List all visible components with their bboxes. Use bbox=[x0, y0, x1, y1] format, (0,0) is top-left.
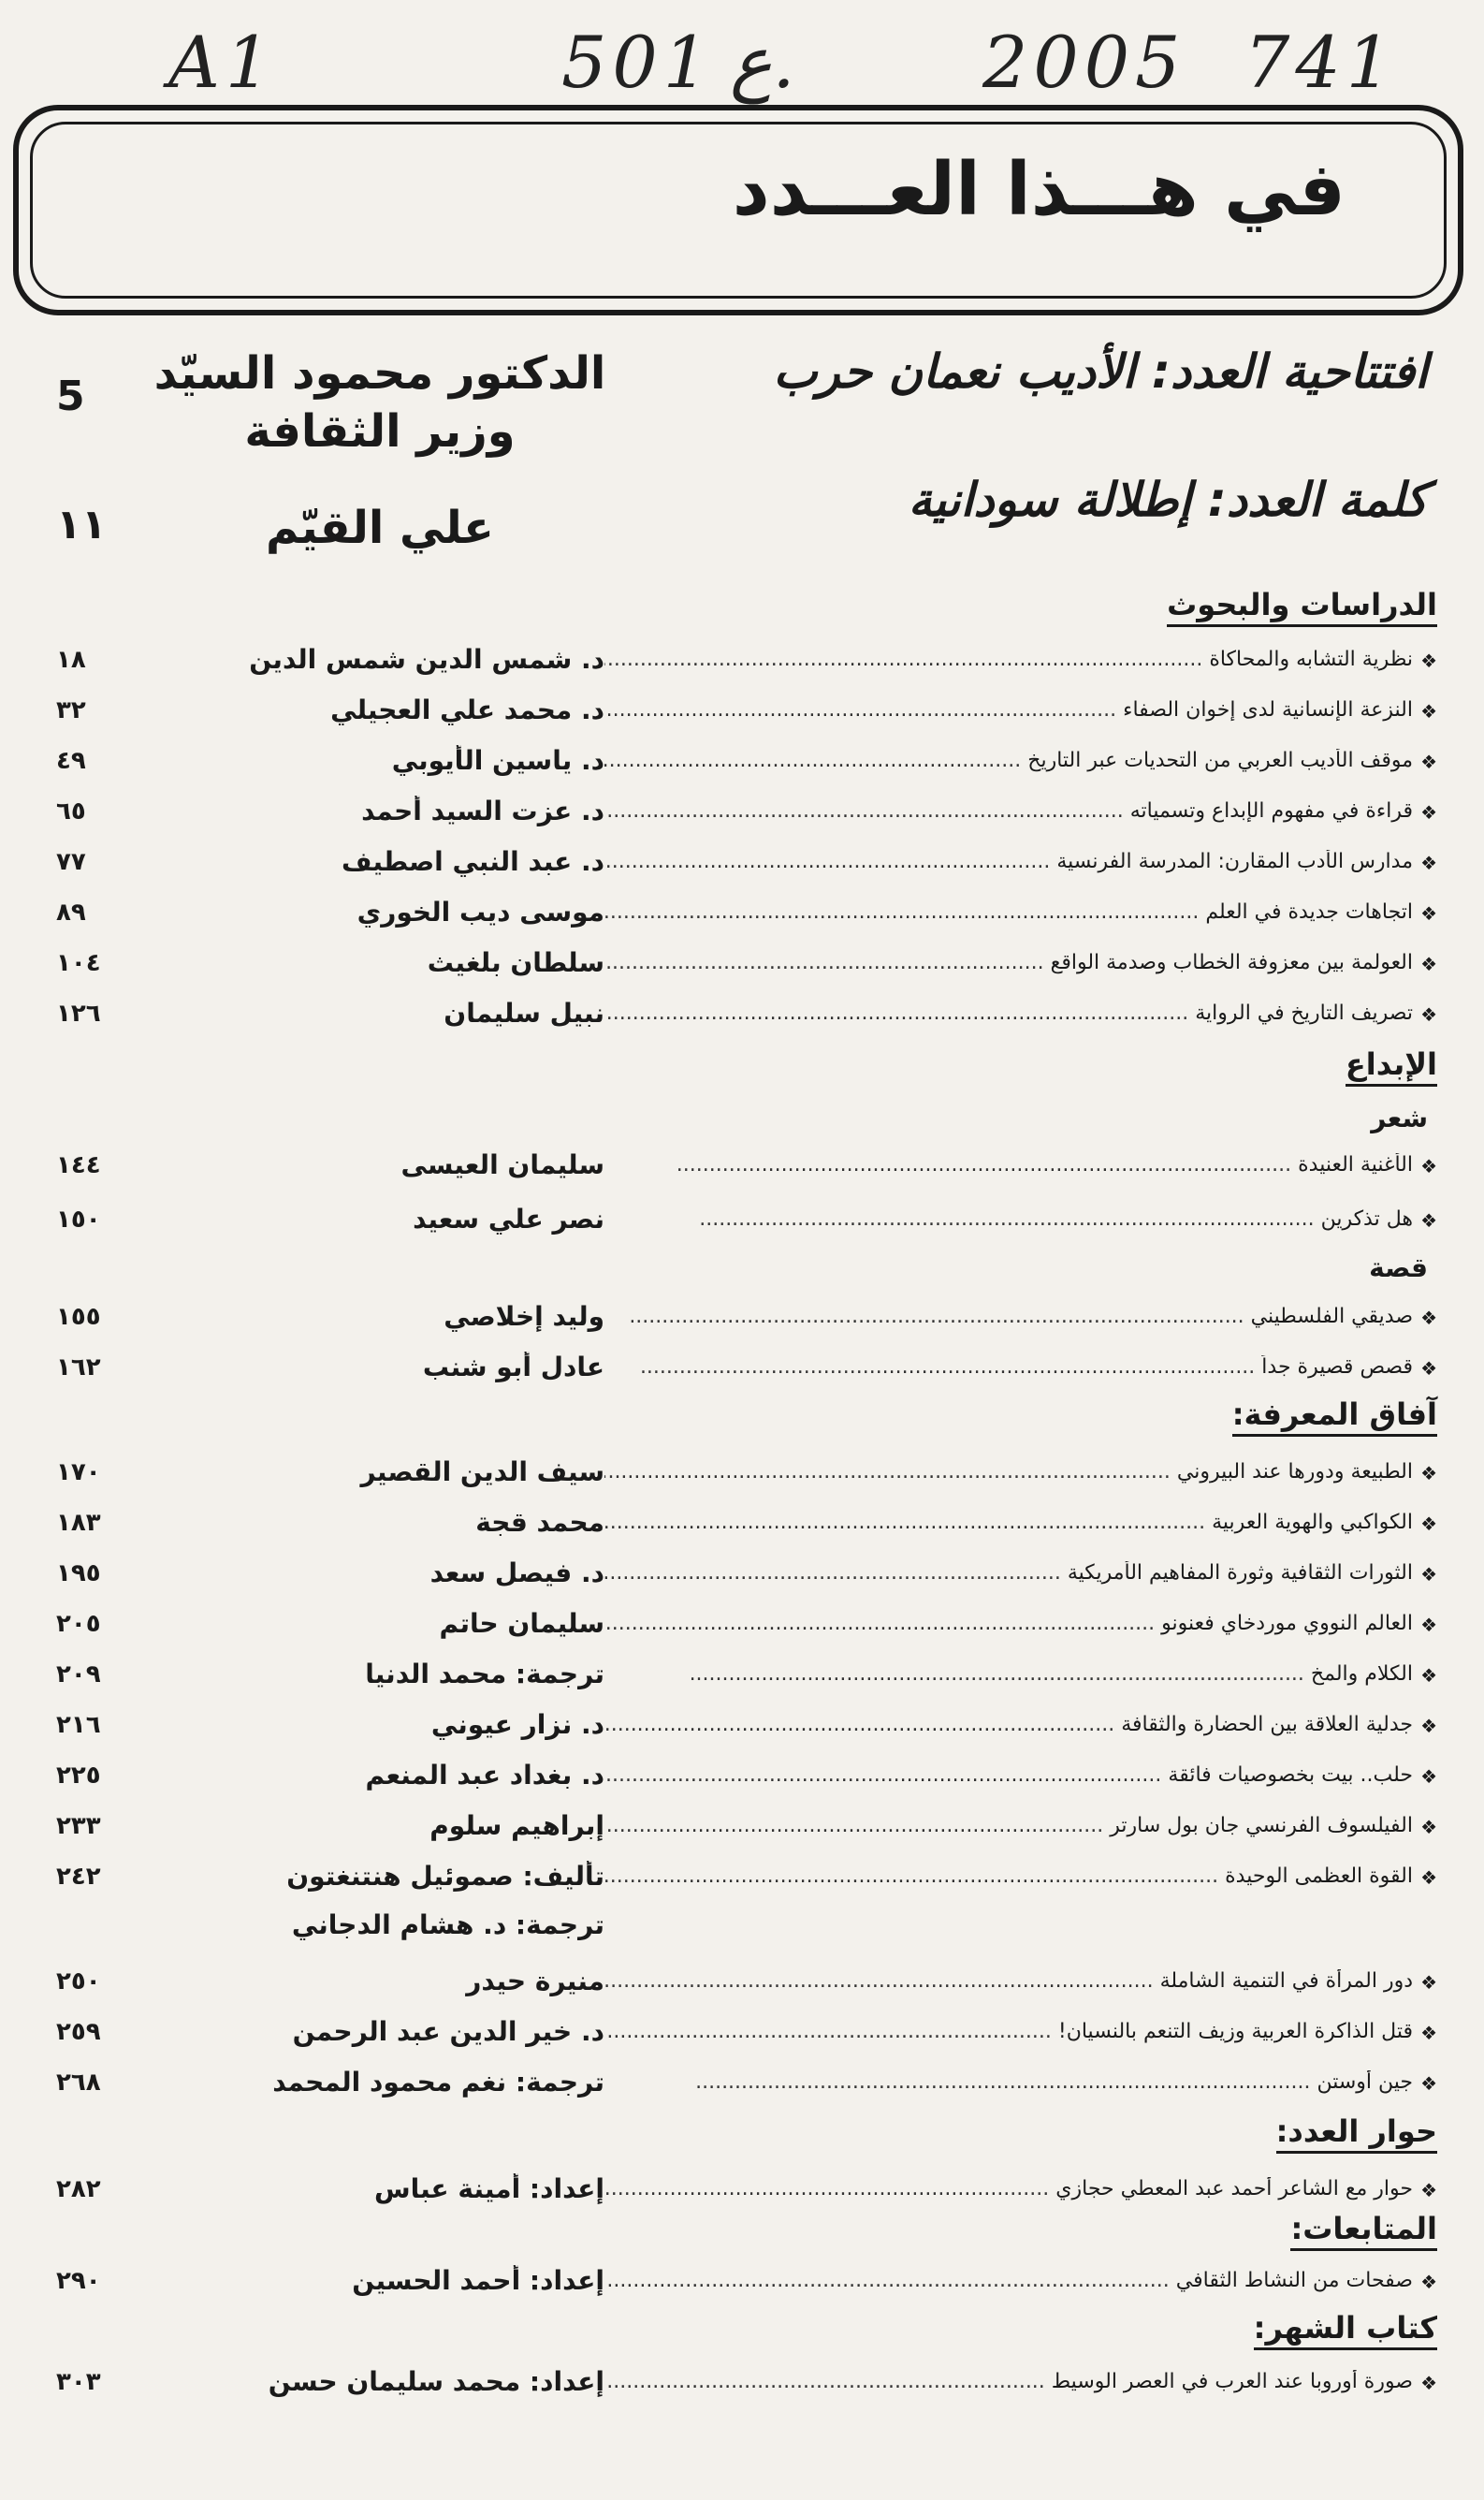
entry-title: جين أوستن ..... bbox=[571, 2070, 1413, 2094]
toc-row[interactable] bbox=[37, 846, 1437, 884]
entry-title: الكواكبي والهوية العربية ..... bbox=[571, 1511, 1413, 1534]
entry-author: سليمان العيسى bbox=[155, 1149, 604, 1180]
entry-author: إعداد: أحمد الحسين bbox=[155, 2265, 604, 2296]
page-number: ٣٢ bbox=[56, 696, 86, 724]
entry-title: قراءة في مفهوم الإبداع وتسمياته ..... bbox=[571, 799, 1413, 823]
diamond-bullet-icon: ❖ bbox=[1420, 1614, 1437, 1636]
diamond-bullet-icon: ❖ bbox=[1420, 1765, 1437, 1788]
entry-author: عادل أبو شنب bbox=[155, 1352, 604, 1382]
diamond-bullet-icon: ❖ bbox=[1420, 1209, 1437, 1232]
entry-title: قصص قصيرة جداً ..... bbox=[571, 1355, 1413, 1379]
page-number: ٢٣٣ bbox=[56, 1812, 101, 1840]
entry-title: حلب.. بيت بخصوصيات فائقة ..... bbox=[571, 1763, 1413, 1787]
entry-author: إبراهيم سلوم bbox=[155, 1810, 604, 1841]
entry-translator: ترجمة: د. هشام الدجاني bbox=[291, 1909, 604, 1940]
diamond-bullet-icon: ❖ bbox=[1420, 2179, 1437, 2201]
entry-author: منيرة حيدر bbox=[155, 1966, 604, 1996]
page-number: ٤٩ bbox=[56, 747, 86, 775]
page-number: ١٨ bbox=[56, 646, 86, 674]
entry-title: افتتاحية العدد: الأديب نعمان حرب bbox=[773, 344, 1428, 399]
entry-title: العالم النووي موردخاي فعنونو ..... bbox=[571, 1612, 1413, 1635]
toc-row[interactable] bbox=[37, 745, 1437, 782]
page-number: ١٩٥ bbox=[56, 1559, 101, 1587]
page-number: ٨٩ bbox=[56, 899, 86, 927]
toc-row[interactable] bbox=[37, 1760, 1437, 1797]
page-title: في هـــذا العـــدد bbox=[732, 148, 1346, 232]
entry-author: سليمان حاتم bbox=[155, 1608, 604, 1639]
page-number: ٢٤٢ bbox=[56, 1863, 101, 1891]
entry-author: ترجمة: محمد الدنيا bbox=[155, 1659, 604, 1689]
author-line: وزير الثقافة bbox=[244, 405, 516, 458]
section-heading-followups: المتابعات: bbox=[1290, 2211, 1437, 2251]
toc-row[interactable] bbox=[37, 1149, 1437, 1187]
toc-row[interactable] bbox=[37, 2067, 1437, 2104]
diamond-bullet-icon: ❖ bbox=[1420, 1155, 1437, 1177]
entry-title: صورة أوروبا عند العرب في العصر الوسيط ..... bbox=[571, 2370, 1413, 2393]
toc-row[interactable] bbox=[37, 1861, 1437, 1898]
title-frame bbox=[13, 105, 1463, 315]
entry-author: سلطان بلغيث bbox=[155, 947, 604, 978]
diamond-bullet-icon: ❖ bbox=[1420, 953, 1437, 975]
entry-title: حوار مع الشاعر أحمد عبد المعطي حجازي ..... bbox=[571, 2177, 1413, 2200]
page-number: ١٦٢ bbox=[56, 1353, 101, 1382]
entry-author bbox=[137, 499, 623, 557]
toc-row[interactable] bbox=[37, 947, 1437, 985]
section-heading-book-of-month: كتاب الشهر: bbox=[1254, 2310, 1437, 2350]
entry-author: نصر علي سعيد bbox=[155, 1204, 604, 1235]
entry-author bbox=[137, 344, 623, 461]
entry-title: نظرية التشابه والمحاكاة ..... bbox=[571, 648, 1413, 671]
toc-row[interactable] bbox=[37, 2366, 1437, 2404]
diamond-bullet-icon: ❖ bbox=[1420, 1866, 1437, 1889]
page-number: ١٢٦ bbox=[56, 1000, 101, 1028]
toc-row[interactable] bbox=[37, 998, 1437, 1035]
entry-title: الكلام والمخ ..... bbox=[571, 1662, 1413, 1686]
toc-row[interactable] bbox=[37, 1507, 1437, 1544]
entry-author: وليد إخلاصي bbox=[155, 1301, 604, 1332]
toc-row[interactable] bbox=[37, 694, 1437, 732]
entry-title: موقف الأديب العربي من التحديات عبر التاريخ ..... bbox=[571, 749, 1413, 772]
diamond-bullet-icon: ❖ bbox=[1420, 801, 1437, 824]
diamond-bullet-icon: ❖ bbox=[1420, 852, 1437, 874]
page-number: ٢١٦ bbox=[56, 1711, 101, 1739]
handwritten-issue: 741 bbox=[1244, 21, 1398, 104]
page-number: ٢٠٩ bbox=[56, 1660, 101, 1689]
toc-row-continuation bbox=[37, 1909, 1437, 1947]
page-number: ٢٩٠ bbox=[56, 2267, 101, 2295]
entry-author: سيف الدين القصير bbox=[155, 1456, 604, 1487]
toc-row[interactable] bbox=[37, 2265, 1437, 2303]
editorial-entry[interactable] bbox=[37, 344, 1428, 457]
entry-title: كلمة العدد: إطلالة سودانية bbox=[908, 473, 1428, 527]
diamond-bullet-icon: ❖ bbox=[1420, 1513, 1437, 1535]
subsection-poetry: شعر bbox=[1371, 1103, 1428, 1133]
entry-title: الفيلسوف الفرنسي جان بول سارتر ..... bbox=[571, 1814, 1413, 1837]
toc-row[interactable] bbox=[37, 1301, 1437, 1338]
entry-title: مدارس الأدب المقارن: المدرسة الفرنسية ..... bbox=[571, 850, 1413, 873]
page-number: ٣٠٣ bbox=[56, 2368, 101, 2396]
page-number: ٢٢٥ bbox=[56, 1762, 101, 1790]
entry-author: نبيل سليمان bbox=[155, 998, 604, 1029]
entry-author: د. عبد النبي اصطيف bbox=[155, 846, 604, 877]
diamond-bullet-icon: ❖ bbox=[1420, 1971, 1437, 1994]
page-number: ١٥٥ bbox=[56, 1303, 101, 1331]
entry-title: الأغنية العنيدة ..... bbox=[571, 1153, 1413, 1177]
entry-title: الثورات الثقافية وثورة المفاهيم الأمريكية ..... bbox=[571, 1561, 1413, 1585]
handwritten-year: 2005 bbox=[982, 21, 1186, 104]
page-number: ٦٥ bbox=[56, 797, 86, 826]
entry-title: اتجاهات جديدة في العلم ..... bbox=[571, 900, 1413, 924]
diamond-bullet-icon: ❖ bbox=[1420, 2372, 1437, 2394]
diamond-bullet-icon: ❖ bbox=[1420, 2022, 1437, 2044]
page-number: ٢٨٢ bbox=[56, 2175, 101, 2203]
toc-row[interactable] bbox=[37, 2016, 1437, 2054]
entry-author: د. عزت السيد أحمد bbox=[155, 796, 604, 826]
entry-title: قتل الذاكرة العربية وزيف التنعم بالنسيان! ..... bbox=[571, 2020, 1413, 2043]
entry-title: النزعة الإنسانية لدى إخوان الصفاء ..... bbox=[571, 698, 1413, 722]
diamond-bullet-icon: ❖ bbox=[1420, 1715, 1437, 1737]
subsection-story: قصة bbox=[1369, 1252, 1428, 1283]
entry-author: د. بغداد عبد المنعم bbox=[155, 1760, 604, 1791]
entry-author: د. ياسين الأيوبي bbox=[155, 745, 604, 776]
toc-row[interactable] bbox=[37, 897, 1437, 934]
diamond-bullet-icon: ❖ bbox=[1420, 2271, 1437, 2293]
author-line: علي القيّم bbox=[266, 502, 494, 554]
entry-title: الطبيعة ودورها عند البيروني ..... bbox=[571, 1460, 1413, 1484]
toc-row[interactable] bbox=[37, 1557, 1437, 1595]
diamond-bullet-icon: ❖ bbox=[1420, 1462, 1437, 1484]
toc-row[interactable] bbox=[37, 1659, 1437, 1696]
diamond-bullet-icon: ❖ bbox=[1420, 2072, 1437, 2095]
entry-author: محمد قجة bbox=[155, 1507, 604, 1538]
page-number: ٢٥٩ bbox=[56, 2018, 101, 2046]
handwritten-code: A1 bbox=[168, 21, 277, 104]
section-heading-horizons: آفاق المعرفة: bbox=[1232, 1396, 1437, 1437]
page-number: ١٥٠ bbox=[56, 1206, 101, 1234]
page-number: ٢٠٥ bbox=[56, 1610, 101, 1638]
toc-row[interactable] bbox=[37, 644, 1437, 681]
entry-author: د. فيصل سعد bbox=[155, 1557, 604, 1588]
page-number: ٢٦٨ bbox=[56, 2069, 101, 2097]
page-number: ٧٧ bbox=[56, 848, 86, 876]
section-heading-studies: الدراسات والبحوث bbox=[1167, 587, 1437, 627]
entry-title: القوة العظمى الوحيدة ..... bbox=[571, 1864, 1413, 1888]
entry-title: صديقي الفلسطيني ..... bbox=[571, 1305, 1413, 1328]
entry-author: ترجمة: نغم محمود المحمد bbox=[155, 2067, 604, 2098]
toc-row[interactable] bbox=[37, 1456, 1437, 1494]
entry-author: د. محمد علي العجيلي bbox=[155, 694, 604, 725]
entry-title: جدلية العلاقة بين الحضارة والثقافة ..... bbox=[571, 1713, 1413, 1736]
section-heading-interview: حوار العدد: bbox=[1276, 2113, 1437, 2154]
diamond-bullet-icon: ❖ bbox=[1420, 650, 1437, 672]
section-heading-creativity: الإبداع bbox=[1346, 1046, 1437, 1087]
entry-author: د. خير الدين عبد الرحمن bbox=[155, 2016, 604, 2047]
handwritten-reference bbox=[168, 21, 1404, 105]
page-number: ٢٥٠ bbox=[56, 1967, 101, 1996]
toc-row[interactable] bbox=[37, 1608, 1437, 1645]
entry-title: العولمة بين معزوفة الخطاب وصدمة الواقع ..... bbox=[571, 951, 1413, 974]
entry-author: د. نزار عيوني bbox=[155, 1709, 604, 1740]
handwritten-letter: ع. bbox=[730, 21, 795, 104]
diamond-bullet-icon: ❖ bbox=[1420, 1003, 1437, 1026]
issue-word-entry[interactable] bbox=[37, 473, 1428, 585]
page-number: ١٨٣ bbox=[56, 1509, 101, 1537]
diamond-bullet-icon: ❖ bbox=[1420, 1816, 1437, 1838]
author-line: الدكتور محمود السيّد bbox=[153, 347, 606, 400]
entry-author: تأليف: صموئيل هنتنغتون bbox=[155, 1861, 604, 1892]
toc-row[interactable] bbox=[37, 796, 1437, 833]
diamond-bullet-icon: ❖ bbox=[1420, 751, 1437, 773]
toc-row[interactable] bbox=[37, 1810, 1437, 1848]
page-number: ١٠٤ bbox=[56, 949, 101, 977]
entry-author: إعداد: أمينة عباس bbox=[155, 2173, 604, 2204]
page-number: ١٧٠ bbox=[56, 1458, 101, 1486]
entry-title: تصريف التاريخ في الرواية ..... bbox=[571, 1001, 1413, 1025]
entry-title: دور المرأة في التنمية الشاملة ..... bbox=[571, 1969, 1413, 1993]
handwritten-number: 501 bbox=[561, 21, 715, 104]
diamond-bullet-icon: ❖ bbox=[1420, 1307, 1437, 1329]
diamond-bullet-icon: ❖ bbox=[1420, 902, 1437, 925]
toc-row[interactable] bbox=[37, 1966, 1437, 2003]
diamond-bullet-icon: ❖ bbox=[1420, 1664, 1437, 1687]
toc-row[interactable] bbox=[37, 1204, 1437, 1241]
entry-author: موسى ديب الخوري bbox=[155, 897, 604, 928]
entry-title: هل تذكرين ..... bbox=[571, 1207, 1413, 1231]
toc-row[interactable] bbox=[37, 1709, 1437, 1747]
entry-title: صفحات من النشاط الثقافي ..... bbox=[571, 2269, 1413, 2292]
toc-row[interactable] bbox=[37, 1352, 1437, 1389]
toc-row[interactable] bbox=[37, 2173, 1437, 2211]
page-number: 5 bbox=[56, 373, 85, 420]
page-number: ١١ bbox=[56, 501, 107, 548]
page-number: ١٤٤ bbox=[56, 1151, 101, 1179]
diamond-bullet-icon: ❖ bbox=[1420, 700, 1437, 723]
entry-author: د. شمس الدين شمس الدين bbox=[155, 644, 604, 675]
diamond-bullet-icon: ❖ bbox=[1420, 1563, 1437, 1586]
entry-author: إعداد: محمد سليمان حسن bbox=[155, 2366, 604, 2397]
diamond-bullet-icon: ❖ bbox=[1420, 1357, 1437, 1380]
